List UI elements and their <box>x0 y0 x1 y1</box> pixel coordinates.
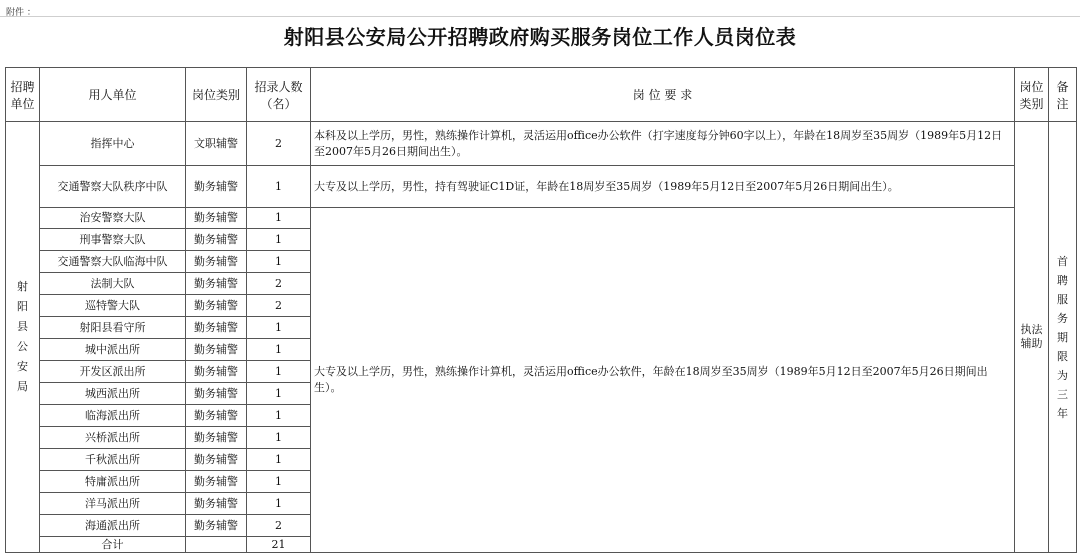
count-cell: 1 <box>247 229 311 251</box>
count-cell: 1 <box>247 427 311 449</box>
category-cell: 勤务辅警 <box>186 427 247 449</box>
count-cell: 1 <box>247 208 311 229</box>
count-cell: 1 <box>247 166 311 208</box>
header-remark: 备 注 <box>1049 68 1077 122</box>
total-value: 21 <box>247 537 311 553</box>
count-cell: 1 <box>247 383 311 405</box>
category-cell: 勤务辅警 <box>186 449 247 471</box>
employer-cell: 射阳县看守所 <box>40 317 186 339</box>
employer-cell: 交通警察大队秩序中队 <box>40 166 186 208</box>
employer-cell: 法制大队 <box>40 273 186 295</box>
count-cell: 1 <box>247 361 311 383</box>
category-cell: 勤务辅警 <box>186 493 247 515</box>
header-employer: 用人单位 <box>40 68 186 122</box>
table-row <box>6 122 1077 166</box>
employer-cell: 城中派出所 <box>40 339 186 361</box>
requirement-cell-3: 大专及以上学历，男性，熟练操作计算机，灵活运用office办公软件，年龄在18周岁至35周岁（1989年5月12日至2007年5月26日期间出生）。 <box>311 208 1015 553</box>
employer-cell: 特庸派出所 <box>40 471 186 493</box>
header-recruit-count: 招录人数 （名） <box>247 68 311 122</box>
employer-cell: 洋马派出所 <box>40 493 186 515</box>
count-cell: 1 <box>247 405 311 427</box>
total-label: 合计 <box>40 537 186 553</box>
count-cell: 1 <box>247 317 311 339</box>
employer-cell: 海通派出所 <box>40 515 186 537</box>
page-title: 射阳县公安局公开招聘政府购买服务岗位工作人员岗位表 <box>283 25 797 49</box>
count-cell: 1 <box>247 471 311 493</box>
positions-table <box>5 67 1077 553</box>
employer-cell: 巡特警大队 <box>40 295 186 317</box>
employer-cell: 城西派出所 <box>40 383 186 405</box>
count-cell: 2 <box>247 122 311 166</box>
total-category-empty <box>186 537 247 553</box>
requirement-cell-1: 本科及以上学历，男性，熟练操作计算机，灵活运用office办公软件（打字速度每分钟60字以上），年龄在18周岁至35周岁（1989年5月12日至2007年5月26日期间出生）。 <box>311 122 1015 166</box>
category-cell: 勤务辅警 <box>186 208 247 229</box>
count-cell: 1 <box>247 449 311 471</box>
employer-cell: 指挥中心 <box>40 122 186 166</box>
category-cell: 勤务辅警 <box>186 471 247 493</box>
remark-cell: 首 聘 服 务 期 限 为 三 年 <box>1049 122 1077 553</box>
count-cell: 2 <box>247 273 311 295</box>
count-cell: 1 <box>247 251 311 273</box>
employer-cell: 兴桥派出所 <box>40 427 186 449</box>
employer-cell: 临海派出所 <box>40 405 186 427</box>
category-cell: 勤务辅警 <box>186 515 247 537</box>
top-divider <box>0 16 1080 17</box>
table-header-row <box>6 68 1077 122</box>
employer-cell: 交通警察大队临海中队 <box>40 251 186 273</box>
count-cell: 1 <box>247 493 311 515</box>
employer-cell: 开发区派出所 <box>40 361 186 383</box>
table-row <box>6 208 1077 229</box>
category-cell: 勤务辅警 <box>186 383 247 405</box>
header-position-category: 岗位类别 <box>186 68 247 122</box>
category-cell: 勤务辅警 <box>186 273 247 295</box>
category-cell: 勤务辅警 <box>186 229 247 251</box>
employer-cell: 治安警察大队 <box>40 208 186 229</box>
category-group-cell: 执法 辅助 <box>1015 122 1049 553</box>
count-cell: 2 <box>247 515 311 537</box>
category-cell: 勤务辅警 <box>186 339 247 361</box>
header-recruiting-unit: 招聘 单位 <box>6 68 40 122</box>
attachment-label: 附件 ： <box>6 8 36 18</box>
employer-cell: 千秋派出所 <box>40 449 186 471</box>
category-cell: 勤务辅警 <box>186 295 247 317</box>
count-cell: 1 <box>247 339 311 361</box>
header-requirements: 岗 位 要 求 <box>311 68 1015 122</box>
count-cell: 2 <box>247 295 311 317</box>
employer-cell: 刑事警察大队 <box>40 229 186 251</box>
category-cell: 勤务辅警 <box>186 361 247 383</box>
category-cell: 文职辅警 <box>186 122 247 166</box>
requirement-cell-2: 大专及以上学历，男性，持有驾驶证C1D证，年龄在18周岁至35周岁（1989年5月12日至2007年5月26日期间出生）。 <box>311 166 1015 208</box>
category-cell: 勤务辅警 <box>186 317 247 339</box>
category-cell: 勤务辅警 <box>186 251 247 273</box>
table-row <box>6 166 1077 208</box>
recruiting-unit-cell: 射 阳 县 公 安 局 <box>6 122 40 553</box>
category-cell: 勤务辅警 <box>186 405 247 427</box>
header-position-category-2: 岗位 类别 <box>1015 68 1049 122</box>
category-cell: 勤务辅警 <box>186 166 247 208</box>
